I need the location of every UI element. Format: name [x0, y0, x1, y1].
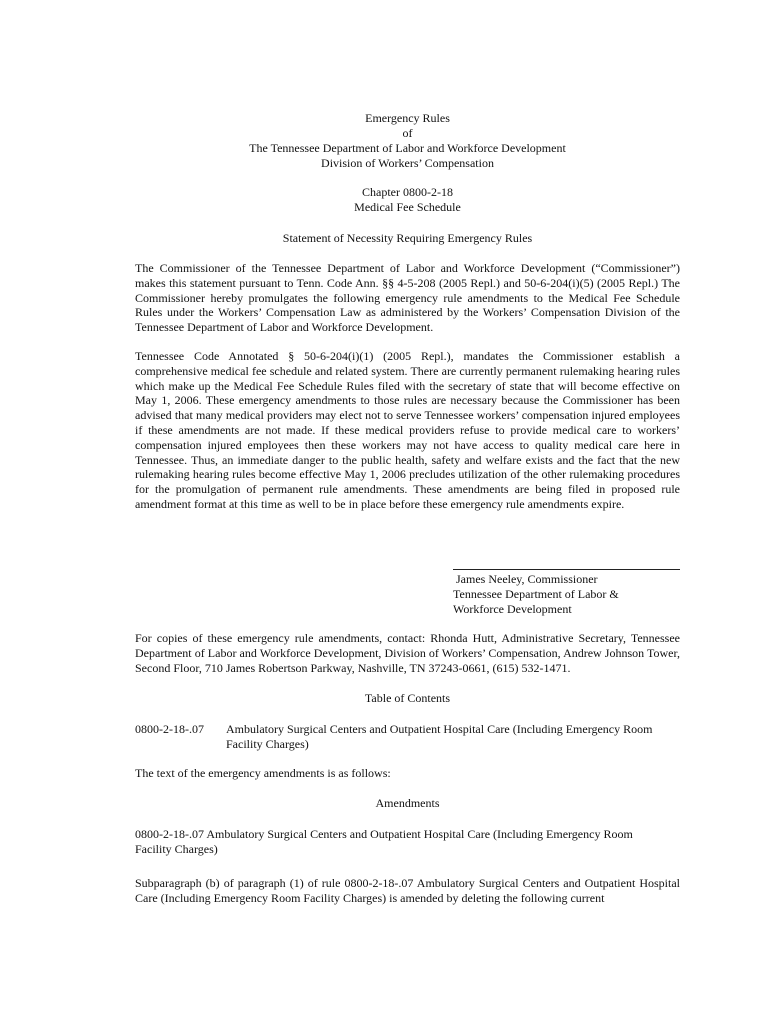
chapter-number: Chapter 0800-2-18 — [362, 185, 453, 199]
necessity-paragraph-1: The Commissioner of the Tennessee Department of Labor and Workforce Development (“Commissioner”) makes this statement pursuant to Tenn. Code Ann. §§ 4-5-208 (2005 Repl.) and 50-6-204(i)(5) (2005 Repl.) The Commissioner hereby promulgates the following emergency rule amendments to the Medical Fee Schedule Rules under the Workers’ Compensation Law as administered by the Workers’ Compensation Division of the Tennessee Department of Labor and Workforce Development. — [135, 261, 680, 335]
signatory-org-line-2: Workforce Development — [453, 601, 572, 616]
toc-item-code: 0800-2-18-.07 — [135, 722, 204, 736]
statement-heading: Statement of Necessity Requiring Emergency Rules — [282, 231, 533, 245]
document-title: Emergency Rules — [365, 111, 450, 125]
signatory-name: James Neeley, Commissioner — [456, 572, 598, 586]
toc-item-title — [226, 722, 680, 752]
department-name: The Tennessee Department of Labor and Workforce Development — [249, 141, 566, 155]
subparagraph-text: Subparagraph (b) of paragraph (1) of rule 0800-2-18-.07 Ambulatory Surgical Centers and Outpatient Hospital Care (Including Emergency Room Facility Charges) is amended by deleting the following current — [135, 876, 680, 905]
amendments-heading: Amendments — [375, 796, 440, 810]
division-name: Division of Workers’ Compensation — [321, 156, 494, 170]
signature-line — [453, 569, 680, 570]
toc-heading: Table of Contents — [364, 691, 451, 705]
amended-rule-title-line-2: Facility Charges) — [135, 841, 218, 856]
toc-item-title-line-2: Facility Charges) — [226, 736, 309, 751]
signature-block — [453, 572, 683, 616]
chapter-title: Medical Fee Schedule — [354, 200, 461, 214]
amended-rule-title — [135, 827, 680, 857]
signatory-org-line-1: Tennessee Department of Labor & — [453, 586, 619, 601]
amended-rule-title-line-1: 0800-2-18-.07 Ambulatory Surgical Centers and Outpatient Hospital Care (Including Emergency Room — [135, 827, 633, 841]
contact-paragraph: For copies of these emergency rule amendments, contact: Rhonda Hutt, Administrative Secretary, Tennessee Department of Labor and Workforce Development, Division of Workers’ Compensation, Andrew Johnson Tower, Second Floor, 710 James Robertson Parkway, Nashville, TN 37243-0661, (615) 532-1471. — [135, 631, 680, 675]
amendments-intro: The text of the emergency amendments is as follows: — [135, 766, 391, 780]
necessity-paragraph-2: Tennessee Code Annotated § 50-6-204(i)(1) (2005 Repl.), mandates the Commissioner establish a comprehensive medical fee schedule and related system. There are currently permanent rulemaking hearing rules which make up the Medical Fee Schedule Rules filed with the secretary of state that will become effective on May 1, 2006. These emergency amendments to those rules are necessary because the Commissioner has been advised that many medical providers may elect not to serve Tennessee workers’ compensation injured employees if these amendments are not made. If these medical providers refuse to provide medical care to workers’ compensation injured employees then these workers may not have access to quality medical care here in Tennessee. Thus, an immediate danger to the public health, safety and welfare exists and the fact that the new rulemaking hearing rules become effective May 1, 2006 precludes utilization of the other rulemaking procedures for the promulgation of permanent rule amendments. These amendments are being filed in proposed rule amendment format at this time as well to be in place before these emergency rule amendments expire. — [135, 349, 680, 511]
title-of: of — [402, 126, 413, 140]
toc-item-title-line-1: Ambulatory Surgical Centers and Outpatient Hospital Care (Including Emergency Room — [226, 722, 653, 736]
